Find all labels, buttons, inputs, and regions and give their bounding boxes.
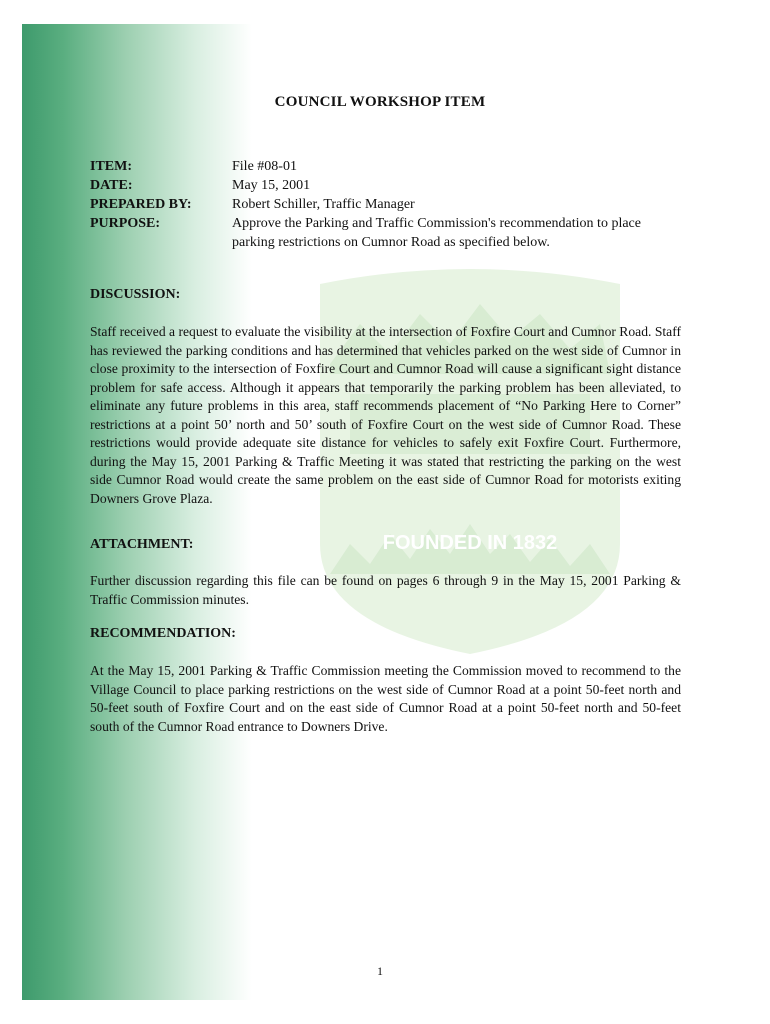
meta-label: DATE: <box>90 178 133 193</box>
meta-block <box>90 157 684 252</box>
recommendation-paragraph: At the May 15, 2001 Parking & Traffic Commission meeting the Commission moved to recommend to the Village Council to place parking restrictions on the west side of Cumnor Road at a point 50-feet north and 50-feet south of Foxfire Court and on the east side of Cumnor Road at a point 50-feet north and 50-feet south of the Cumnor Road entrance to Downers Drive. <box>90 663 681 734</box>
meta-value: May 15, 2001 <box>232 178 311 193</box>
meta-label: PREPARED BY: <box>90 197 192 212</box>
page-title: COUNCIL WORKSHOP ITEM <box>274 94 486 110</box>
attachment-paragraph: Further discussion regarding this file can be found on pages 6 through 9 in the May 15, 2001 Parking & Traffic Commission minutes. <box>90 573 681 607</box>
attachment-heading: ATTACHMENT: <box>90 537 194 552</box>
recommendation-heading: RECOMMENDATION: <box>90 626 236 641</box>
meta-row-prepared-by <box>90 195 684 214</box>
meta-row-date <box>90 176 684 195</box>
meta-row-purpose <box>90 214 684 252</box>
meta-value: Robert Schiller, Traffic Manager <box>232 197 415 212</box>
discussion-heading: DISCUSSION: <box>90 287 181 302</box>
watermark-founded-text: FOUNDED IN 1832 <box>382 532 558 554</box>
page-number: 1 <box>377 964 383 978</box>
meta-value: File #08-01 <box>232 159 297 174</box>
meta-label: ITEM: <box>90 159 132 174</box>
meta-label: PURPOSE: <box>90 216 160 231</box>
discussion-paragraph: Staff received a request to evaluate the visibility at the intersection of Foxfire Court and Cumnor Road. Staff has reviewed the parking conditions and has determined that vehicles parked on the west side of Cumnor in close proximity to the intersection of Foxfire Court and Cumnor Road will cause a significant sight distance problem for safe access. Although it appears that temporarily the parking problem has been alleviated, to eliminate any future problems in this area, staff recommends placement of “No Parking Here to Corner” restrictions at a point 50’ north and 50’ south of Foxfire Court on the west side of Cumnor Road. These restrictions would provide adequate site distance for vehicles to safely exit Foxfire Court. Furthermore, during the May 15, 2001 Parking & Traffic Meeting it was stated that restricting the parking on the west side Cumnor Road would create the same problem on the east side of Cumnor Road for motorists exiting Downers Grove Plaza. <box>90 324 681 506</box>
meta-row-item <box>90 157 684 176</box>
document-page <box>22 24 738 1000</box>
meta-value: Approve the Parking and Traffic Commission's recommendation to place parking restrictions on Cumnor Road as specified below. <box>232 216 641 250</box>
